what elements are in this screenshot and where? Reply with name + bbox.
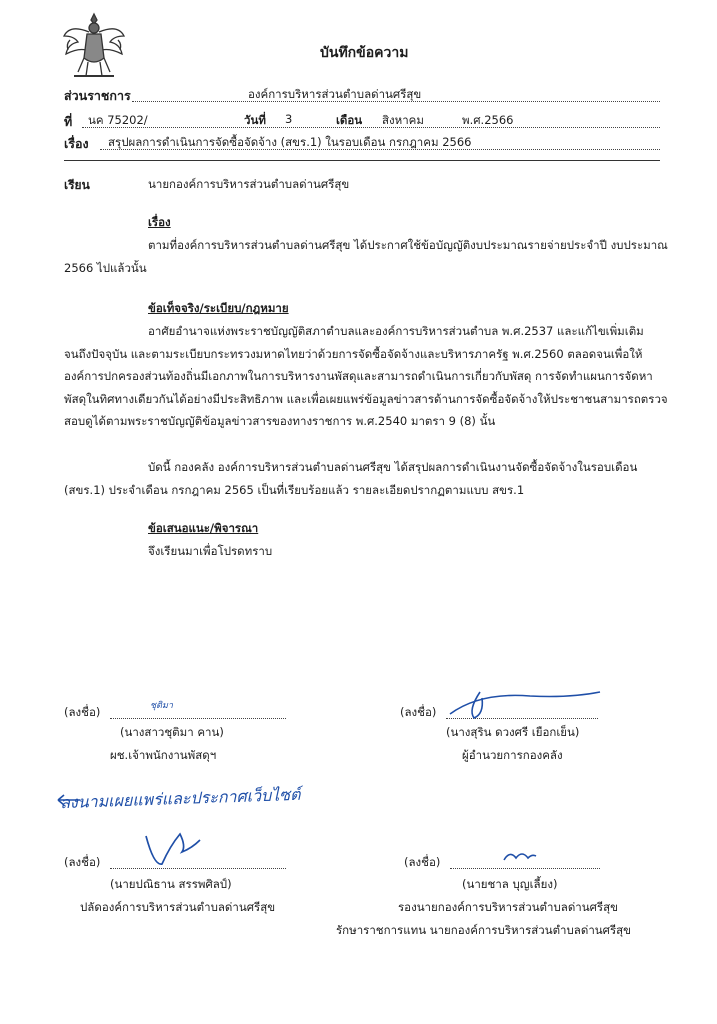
no-label: ที่ (64, 114, 73, 129)
sign-label-4: (ลงชื่อ) (404, 855, 441, 869)
heading-subject: เรื่อง (148, 215, 171, 229)
signature-3 (140, 826, 210, 870)
handwritten-note: ลงนามเผยแพร่และประกาศเว็บไซต์ (59, 784, 301, 813)
garuda-emblem (60, 10, 128, 82)
signature-1-handwriting: ชุติมา (150, 701, 173, 711)
signer-2-name: (นางสุริน ดวงศรี เยือกเย็น) (446, 725, 580, 739)
sign-label-1: (ลงชื่อ) (64, 705, 101, 719)
signer-2-position: ผู้อำนวยการกองคลัง (462, 748, 563, 762)
note-arrow-icon (56, 792, 86, 808)
closing-text: จึงเรียนมาเพื่อโปรดทราบ (148, 544, 273, 558)
signer-4-position-1: รองนายกองค์การบริหารส่วนตำบลด่านศรีสุข (398, 900, 618, 914)
no-value: นค 75202/ (88, 113, 148, 127)
signer-1-position: ผช.เจ้าพนักงานพัสดุฯ (110, 748, 217, 762)
sign-line-1 (110, 718, 286, 719)
date-day: 3 (285, 112, 293, 126)
heading-facts: ข้อเท็จจริง/ระเบียบ/กฎหมาย (148, 301, 289, 315)
month-value: สิงหาคม (382, 113, 424, 127)
memo-title: บันทึกข้อความ (320, 45, 409, 61)
to-label: เรียน (64, 178, 90, 192)
no-dotline (82, 127, 660, 128)
signature-2 (440, 684, 610, 724)
date-label: วันที่ (244, 113, 266, 127)
sign-label-3: (ลงชื่อ) (64, 855, 101, 869)
agency-label: ส่วนราชการ (64, 88, 131, 103)
header-rule (64, 160, 660, 161)
signer-3-position: ปลัดองค์การบริหารส่วนตำบลด่านศรีสุข (80, 900, 276, 914)
subject-value: สรุปผลการดำเนินการจัดซื้อจัดจ้าง (สขร.1) ในรอบเดือน กรกฎาคม 2566 (108, 135, 472, 149)
sign-label-2: (ลงชื่อ) (400, 705, 437, 719)
paragraph-3: บัดนี้ กองคลัง องค์การบริหารส่วนตำบลด่านศรีสุข ได้สรุปผลการดำเนินงานจัดซื้อจัดจ้างในรอบเดือน (สขร.1) ประจำเดือน กรกฎาคม 2565 เป็นที่เรียบร้อยแล้ว รายละเอียดปรากฏตามแบบ สขร.1 (64, 460, 638, 497)
signer-1-name: (นางสาวชุติมา คาน) (120, 725, 224, 739)
agency-value: องค์การบริหารส่วนตำบลด่านศรีสุข (248, 87, 422, 101)
month-label: เดือน (336, 113, 363, 127)
signature-4 (500, 846, 540, 868)
paragraph-2: อาศัยอำนาจแห่งพระราชบัญญัติสภาตำบลและองค์การบริหารส่วนตำบล พ.ศ.2537 และแก้ไขเพิ่มเติมจนถึงปัจจุบัน และตามระเบียบกระทรวงมหาดไทยว่าด้วยการจัดซื้อจัดจ้างและบริหารภาครัฐ พ.ศ.2560 ตลอดจนเพื่อให้องค์การปกครองส่วนท้องถิ่นมีเอกภาพในการบริหารงานพัสดุและสามารถดำเนินการเกี่ยวกับพัสดุ การจัดทำแผนการจัดหาพัสดุในทิศทางเดียวกันได้อย่างมีประสิทธิภาพ และเพื่อเผยแพร่ข้อมูลข่าวสารด้านการจัดซื้อจัดจ้างให้ประชาชนสามารถตรวจสอบดูได้ตามพระราชบัญญัติข้อมูลข่าวสารของทางราชการ พ.ศ.2540 มาตรา 9 (8) นั้น (64, 324, 668, 428)
sign-line-4 (450, 868, 600, 869)
paragraph-1: ตามที่องค์การบริหารส่วนตำบลด่านศรีสุข ได้ประกาศใช้ข้อบัญญัติงบประมาณรายจ่ายประจำปี งบประมาณ 2566 ไปแล้วนั้น (64, 238, 668, 275)
to-value: นายกองค์การบริหารส่วนตำบลด่านศรีสุข (148, 177, 350, 191)
signer-4-name: (นายชาล บุญเลี้ยง) (462, 877, 558, 891)
subject-label: เรื่อง (64, 136, 89, 151)
heading-recommendation: ข้อเสนอแนะ/พิจารณา (148, 521, 259, 535)
year-label: พ.ศ.2566 (462, 113, 514, 127)
signer-4-position-2: รักษาราชการแทน นายกองค์การบริหารส่วนตำบลด่านศรีสุข (336, 923, 632, 937)
signer-3-name: (นายปณิธาน สรรพศิลป์) (110, 877, 232, 891)
